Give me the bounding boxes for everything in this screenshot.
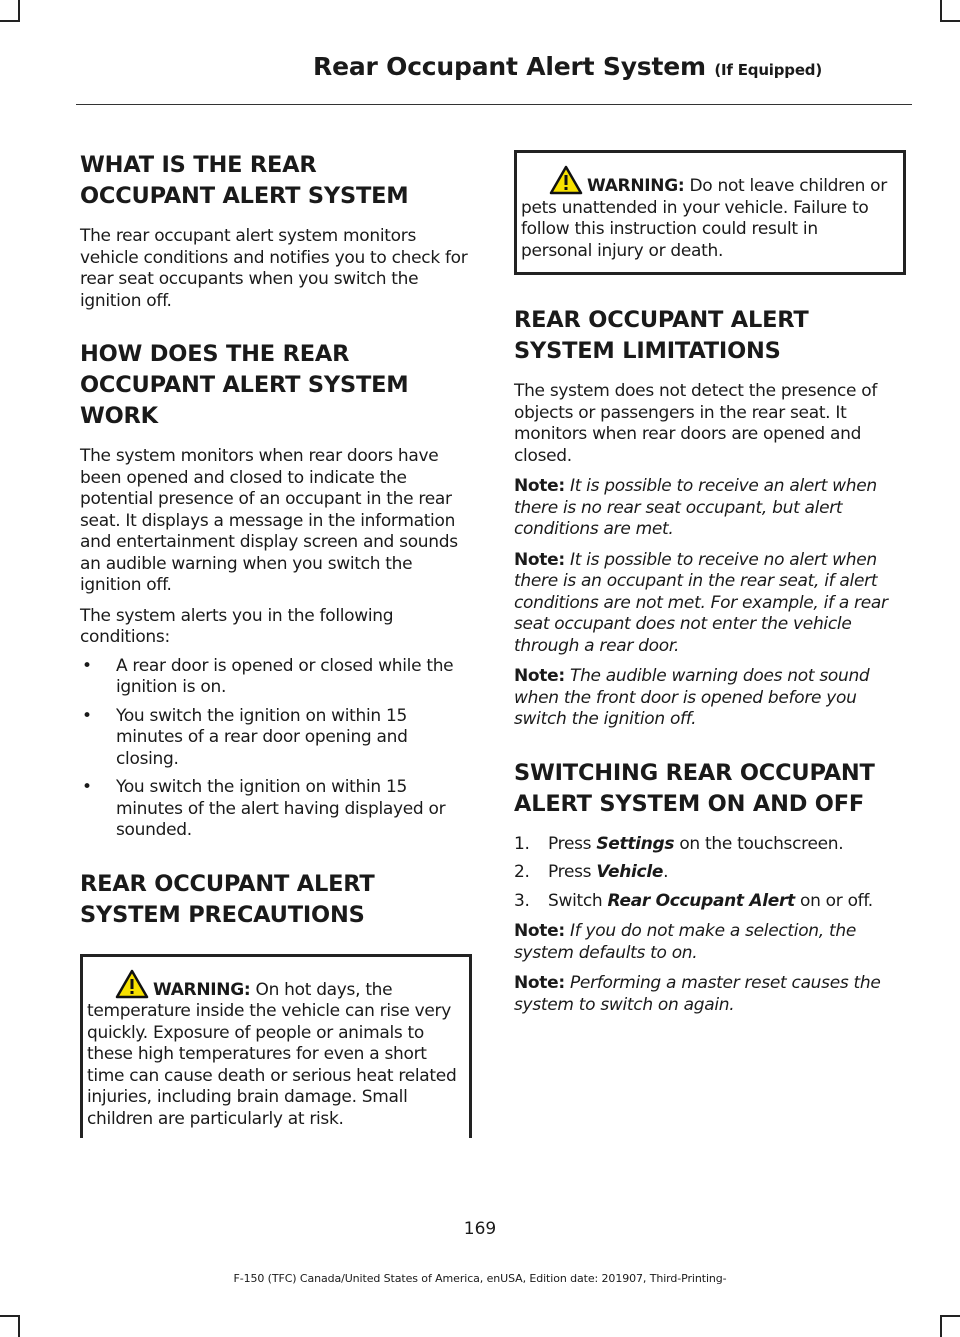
warning-box-heat bbox=[80, 954, 472, 1139]
paragraph: The rear occupant alert system monitors vehicle conditions and notifies you to check for rear seat occupants when you switch the ignition off. bbox=[80, 226, 468, 311]
list-item: • A rear door is opened or closed while the ignition is on. bbox=[82, 655, 454, 697]
right-column bbox=[514, 150, 906, 1016]
warning-label: WARNING: bbox=[587, 176, 685, 196]
crop-mark bbox=[0, 20, 20, 22]
note-paragraph: Note: It is possible to receive no alert when there is an occupant in the rear seat, if alert conditions are not met. For example, if a rear seat occupant does not enter the vehicle through a rear door. bbox=[514, 549, 888, 656]
warning-label: WARNING: bbox=[153, 979, 251, 1000]
crop-mark bbox=[18, 0, 20, 22]
note-paragraph: Note: The audible warning does not sound when the front door is opened before you switch the ignition off. bbox=[514, 666, 870, 729]
crop-mark bbox=[0, 1315, 20, 1317]
note-paragraph: Note: If you do not make a selection, the system defaults to on. bbox=[514, 921, 856, 963]
paragraph: The system does not detect the presence of objects or passengers in the rear seat. It monitors when rear doors are opened and closed. bbox=[514, 381, 878, 466]
crop-mark bbox=[940, 1315, 960, 1317]
note-paragraph: Note: It is possible to receive an alert when there is no rear seat occupant, but alert conditions are met. bbox=[514, 476, 877, 539]
page-number: 169 bbox=[463, 1219, 497, 1239]
conditions-list bbox=[80, 656, 472, 842]
warning-box-unattended bbox=[514, 150, 906, 275]
section-heading-switching: SWITCHING REAR OCCUPANT ALERT SYSTEM ON AND OFF bbox=[514, 759, 875, 817]
crop-mark bbox=[18, 1315, 20, 1337]
warning-text: Do not leave children or pets unattended in your vehicle. Failure to follow this instruction could result in personal injury or death. bbox=[521, 176, 887, 261]
header-divider bbox=[76, 104, 912, 105]
section-heading-what-is: WHAT IS THE REAR OCCUPANT ALERT SYSTEM bbox=[80, 152, 409, 209]
warning-triangle-icon bbox=[115, 969, 149, 999]
header-subtitle: (If Equipped) bbox=[714, 61, 822, 79]
section-heading-precautions: REAR OCCUPANT ALERT SYSTEM PRECAUTIONS bbox=[80, 870, 375, 928]
section-heading-how-it-works: HOW DOES THE REAR OCCUPANT ALERT SYSTEM WORK bbox=[80, 341, 409, 429]
crop-mark bbox=[940, 0, 942, 22]
footer-edition: F-150 (TFC) Canada/United States of America, enUSA, Edition date: 201907, Third-Printing- bbox=[233, 1272, 727, 1285]
list-item: • You switch the ignition on within 15 minutes of the alert having displayed or sounded. bbox=[82, 777, 446, 840]
crop-mark bbox=[940, 20, 960, 22]
crop-mark bbox=[940, 1315, 942, 1337]
header-title-text: Rear Occupant Alert System bbox=[313, 52, 706, 81]
warning-text: On hot days, the temperature inside the vehicle can rise very quickly. Exposure of people or animals to these high temperatures for even a short time can cause death or serious heat related injuries, including brain damage. Small children are particularly at risk. bbox=[87, 979, 457, 1129]
list-item: 3. Switch Rear Occupant Alert on or off. bbox=[514, 890, 873, 911]
section-heading-limitations: REAR OCCUPANT ALERT SYSTEM LIMITATIONS bbox=[514, 307, 809, 364]
page-header-title bbox=[313, 52, 822, 81]
list-item: • You switch the ignition on within 15 minutes of a rear door opening and closing. bbox=[82, 705, 408, 769]
left-column bbox=[80, 150, 472, 1138]
steps-list bbox=[514, 834, 906, 913]
note-paragraph: Note: Performing a master reset causes the system to switch on again. bbox=[514, 973, 881, 1015]
list-item: 1. Press Settings on the touchscreen. bbox=[514, 833, 844, 854]
paragraph: The system monitors when rear doors have been opened and closed to indicate the potential presence of an occupant in the rear seat. It displays a message in the information and entertainment display screen and sounds an audible warning when you switch the ignition off. bbox=[80, 446, 458, 595]
paragraph: The system alerts you in the following conditions: bbox=[80, 605, 394, 647]
warning-triangle-icon bbox=[549, 165, 583, 195]
list-item: 2. Press Vehicle. bbox=[514, 862, 669, 882]
